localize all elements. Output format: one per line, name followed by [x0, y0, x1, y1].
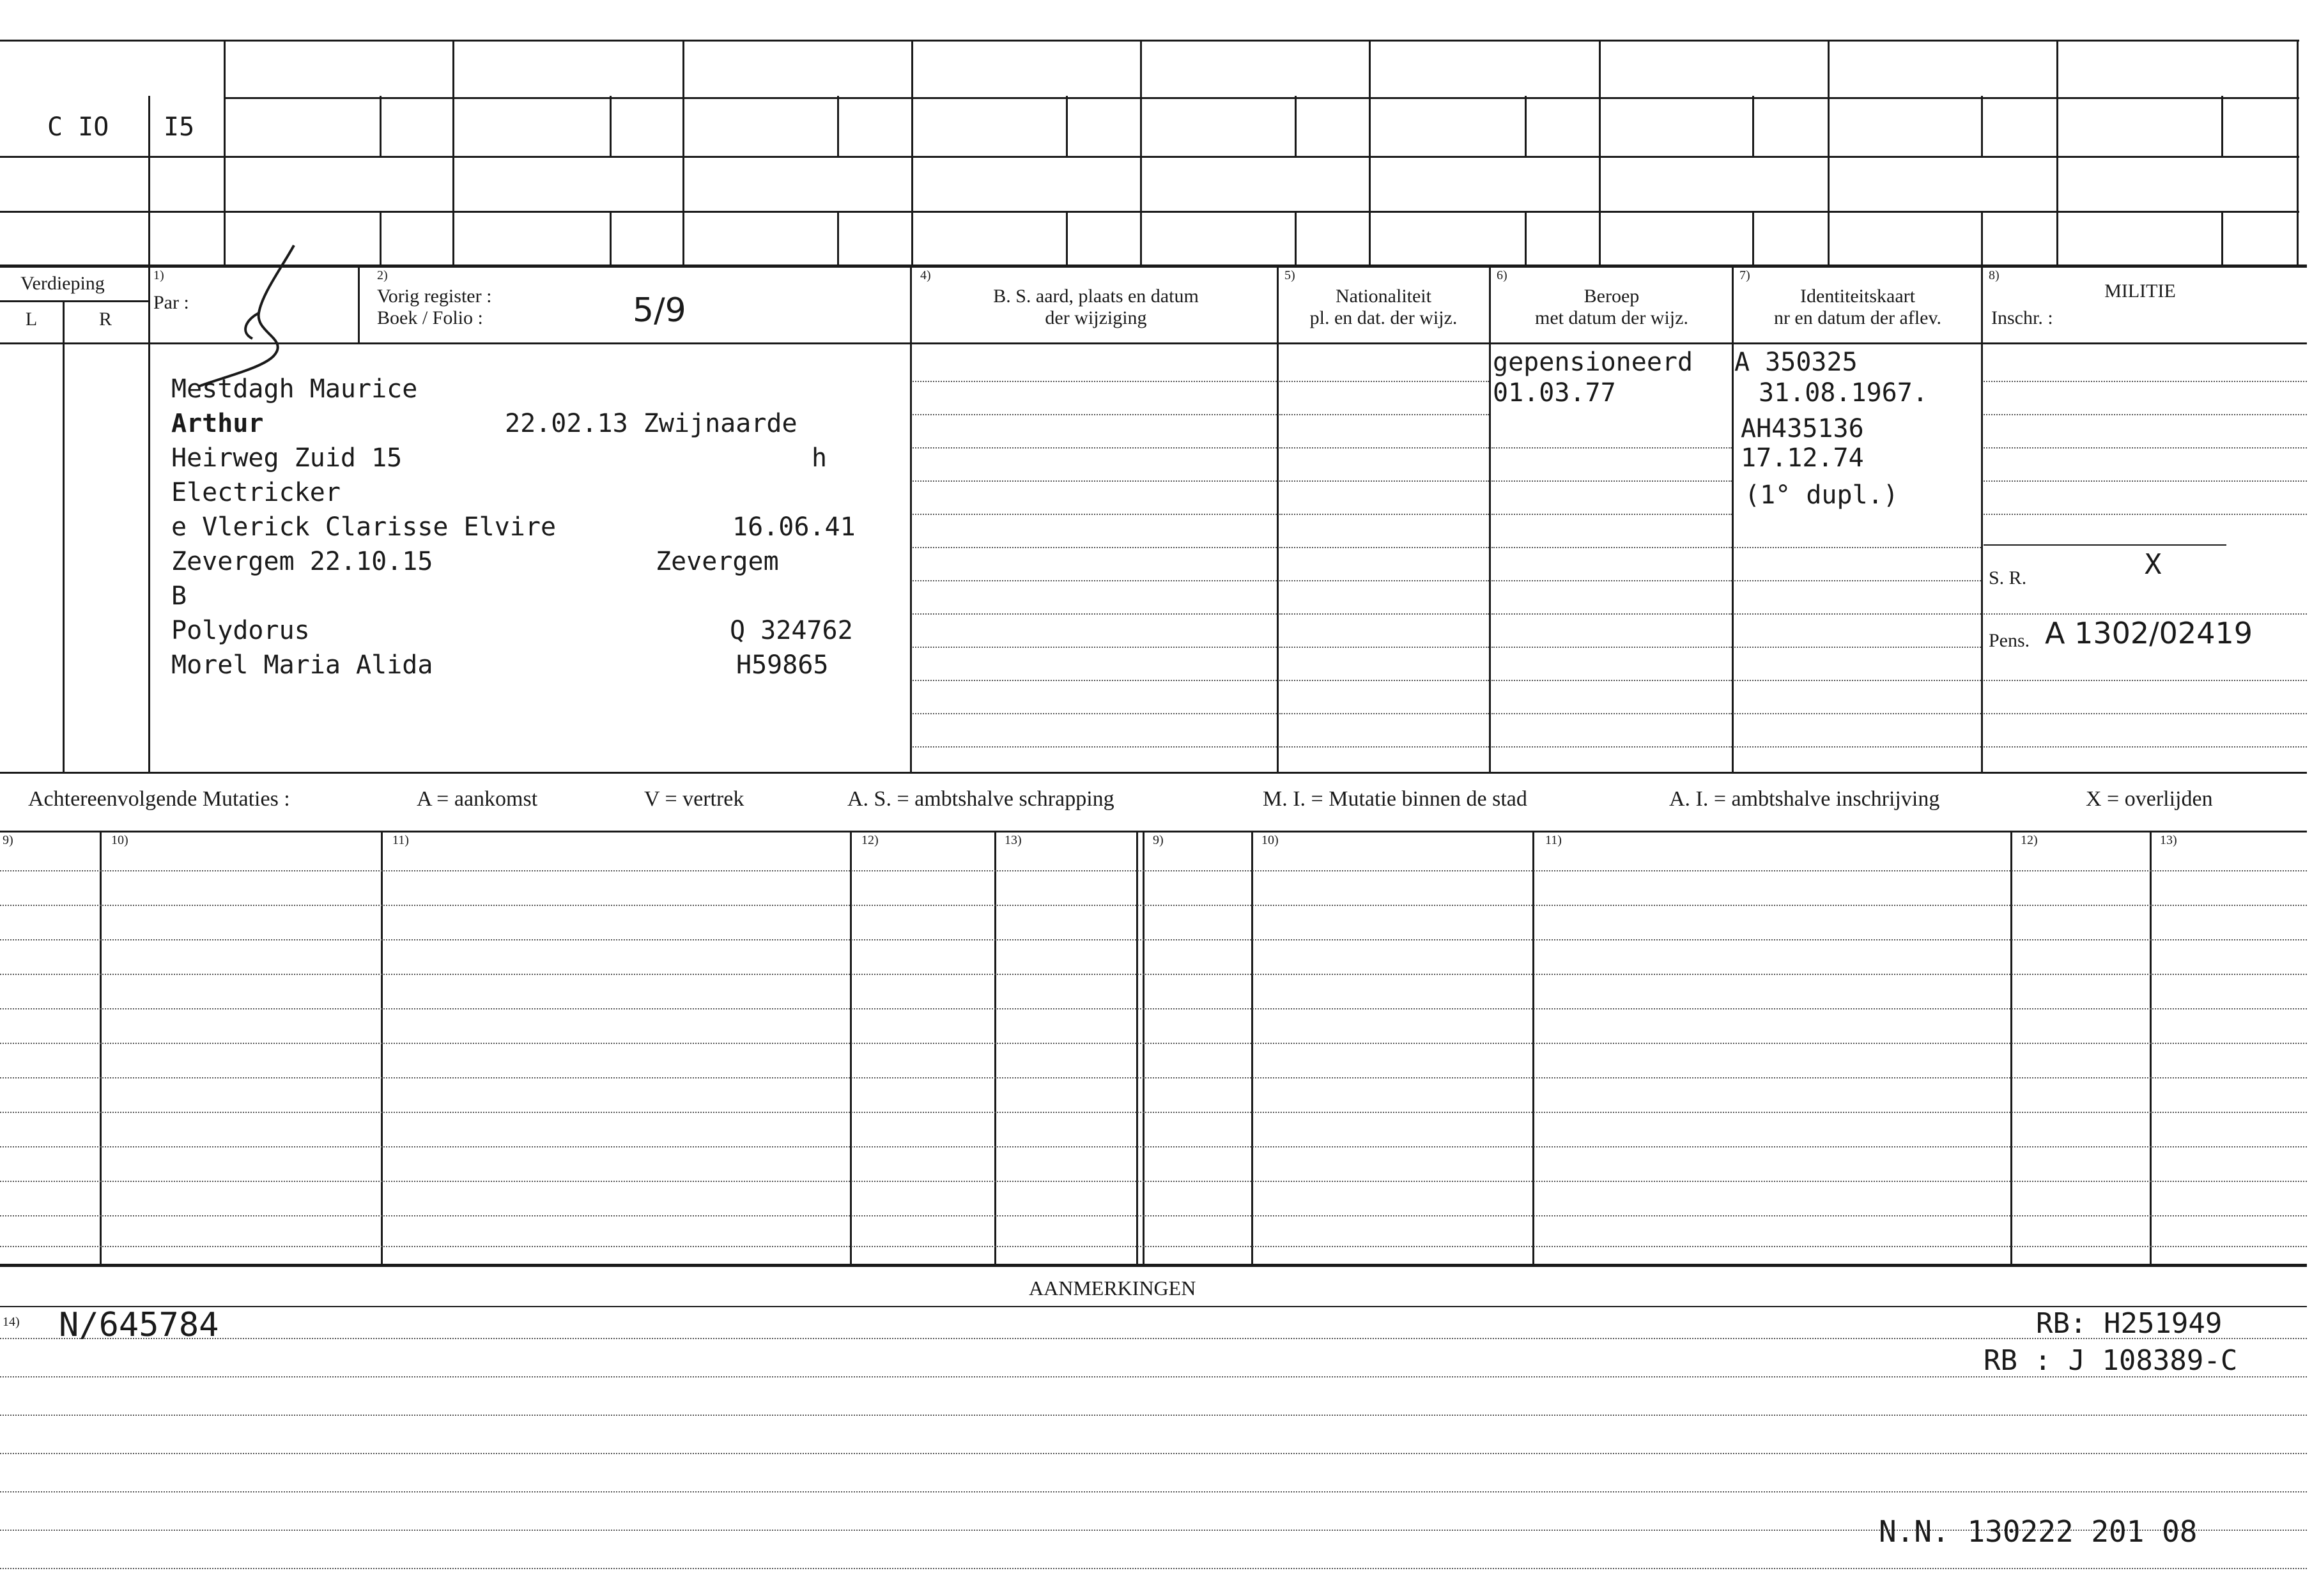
- boek-folio-label: Boek / Folio :: [377, 307, 483, 328]
- id-line4: 17.12.74: [1741, 443, 1864, 473]
- remarks-nn: N.N. 130222 201 08: [1879, 1514, 2198, 1549]
- legend-title: Achtereenvolgende Mutaties :: [28, 787, 290, 811]
- col-10-left: 10): [111, 833, 128, 847]
- legend-item-a: A = aankomst: [417, 787, 538, 811]
- n4: 4): [920, 268, 931, 282]
- legend-item-x: X = overlijden: [2086, 787, 2213, 811]
- par-label: Par :: [153, 292, 189, 313]
- col-9-left: 9): [3, 833, 13, 847]
- pens-value: A 1302/02419: [2045, 616, 2253, 650]
- beroep-label-2: met datum der wijz.: [1535, 307, 1688, 328]
- nationaliteit-label-1: Nationaliteit: [1336, 286, 1431, 307]
- person-line7: B: [171, 581, 187, 611]
- id-line1: A 350325: [1734, 348, 1858, 377]
- col-9-right: 9): [1153, 833, 1164, 847]
- person-line6-place: Zevergem: [656, 547, 779, 576]
- col-11-left: 11): [392, 833, 409, 847]
- beroep-value: gepensioneerd: [1493, 348, 1693, 377]
- n1: 1): [153, 268, 164, 282]
- inschr-label: Inschr. :: [1991, 307, 2053, 328]
- vorig-register-label: Vorig register :: [377, 286, 492, 307]
- beroep-label-1: Beroep: [1584, 286, 1640, 307]
- sr-value: X: [2145, 548, 2162, 581]
- person-line6: Zevergem 22.10.15: [171, 547, 433, 576]
- col-13-left: 13): [1005, 833, 1022, 847]
- legend-item-v: V = vertrek: [644, 787, 744, 811]
- identiteitskaart-label-1: Identiteitskaart: [1800, 286, 1915, 307]
- verdieping-label: Verdieping: [20, 273, 105, 294]
- top-code-1: C IO: [47, 112, 109, 142]
- person-line1: Mestdagh Maurice: [171, 374, 418, 404]
- remarks-title: AANMERKINGEN: [1029, 1277, 1196, 1300]
- id-line2: 31.08.1967.: [1759, 378, 1928, 408]
- militie-label: MILITIE: [2104, 280, 2176, 302]
- identiteitskaart-label-2: nr en datum der aflev.: [1773, 307, 1942, 328]
- bs-label-1: B. S. aard, plaats en datum: [993, 286, 1199, 307]
- legend-item-as: A. S. = ambtshalve schrapping: [847, 787, 1114, 811]
- signature-mark: [185, 243, 326, 396]
- id-line5: (1° dupl.): [1745, 480, 1899, 510]
- person-line3-mark: h: [812, 443, 828, 473]
- person-line4: Electricker: [171, 478, 341, 507]
- l-label: L: [25, 309, 38, 330]
- n8: 8): [1989, 268, 2000, 282]
- n7: 7): [1739, 268, 1750, 282]
- nationaliteit-label-2: pl. en dat. der wijz.: [1309, 307, 1458, 328]
- col-10-right: 10): [1261, 833, 1279, 847]
- bs-label-2: der wijziging: [1045, 307, 1147, 328]
- legend-item-mi: M. I. = Mutatie binnen de stad: [1263, 787, 1527, 811]
- person-line3: Heirweg Zuid 15: [171, 443, 403, 473]
- n2: 2): [377, 268, 388, 282]
- person-line8-code: Q 324762: [730, 616, 853, 645]
- id-line3: AH435136: [1741, 414, 1864, 443]
- pens-label: Pens.: [1989, 630, 2030, 651]
- person-line2-name: Arthur: [171, 409, 264, 438]
- n5: 5): [1284, 268, 1295, 282]
- person-line8: Polydorus: [171, 616, 310, 645]
- r-label: R: [98, 309, 112, 330]
- sr-label: S. R.: [1989, 567, 2027, 588]
- col-11-right: 11): [1545, 833, 1562, 847]
- legend-item-ai: A. I. = ambtshalve inschrijving: [1669, 787, 1940, 811]
- person-line9: Morel Maria Alida: [171, 650, 433, 680]
- n14: 14): [3, 1315, 20, 1329]
- person-line5: e Vlerick Clarisse Elvire: [171, 512, 557, 542]
- person-line5-date: 16.06.41: [732, 512, 856, 542]
- col-13-right: 13): [2160, 833, 2177, 847]
- beroep-date: 01.03.77: [1493, 378, 1616, 408]
- col-12-left: 12): [861, 833, 879, 847]
- col-12-right: 12): [2021, 833, 2038, 847]
- remarks-number: N/645784: [59, 1306, 219, 1344]
- remarks-rb1: RB: H251949: [2036, 1307, 2223, 1340]
- boek-folio-value: 5/9: [633, 291, 686, 330]
- person-line2-date-place: 22.02.13 Zwijnaarde: [505, 409, 798, 438]
- top-code-2: I5: [164, 112, 195, 142]
- person-line9-code: H59865: [736, 650, 829, 680]
- remarks-rb2: RB : J 108389-C: [1984, 1344, 2238, 1377]
- n6: 6): [1497, 268, 1507, 282]
